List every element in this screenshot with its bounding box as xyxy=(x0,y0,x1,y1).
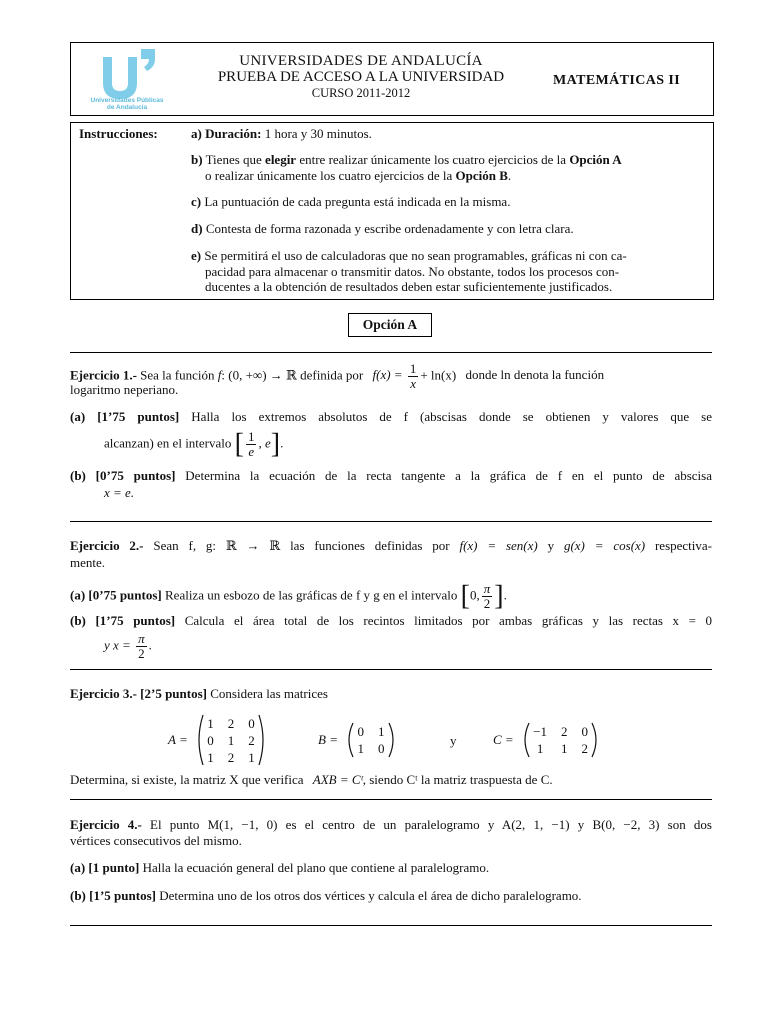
bracket-open: [ xyxy=(460,580,470,612)
matrix-cell: 2 xyxy=(561,724,568,739)
math: f(x) = xyxy=(372,367,403,383)
matrix-cell: 2 xyxy=(227,749,235,765)
paren-left xyxy=(194,714,204,766)
text: Sean f, g: ℝ → ℝ las funciones definidas por xyxy=(143,538,460,553)
exercise-title: Ejercicio 4.- xyxy=(70,817,142,832)
part-label: (a) xyxy=(70,409,86,424)
frac-num: π xyxy=(483,581,491,596)
divider xyxy=(70,799,712,800)
text: Sea la función xyxy=(136,367,218,383)
logo-text-1: Universidades Públicas xyxy=(90,97,164,104)
fraction xyxy=(136,632,147,661)
instruction-b xyxy=(191,152,699,183)
divider xyxy=(70,352,712,353)
ex4-line2: vértices consecutivos del mismo. xyxy=(70,833,242,848)
frac-den: 2 xyxy=(138,646,145,661)
instruction-text: La puntuación de cada pregunta está indicada en la misma. xyxy=(201,194,511,209)
ex2-line2: mente. xyxy=(70,555,106,570)
matrix-cell: 2 xyxy=(581,741,589,756)
divider xyxy=(70,521,712,522)
ex4-statement xyxy=(70,817,712,833)
paren-left xyxy=(344,722,354,758)
ex4-part-b xyxy=(70,888,712,904)
part-label: (a) xyxy=(70,587,86,603)
math: f xyxy=(217,367,222,383)
frac-num: π xyxy=(138,631,145,646)
part-label: (b) xyxy=(70,613,86,628)
instruction-text: . xyxy=(507,167,512,183)
text: Realiza un esbozo de las gráficas de f y g en el intervalo xyxy=(165,587,458,603)
instruction-text: Contesta de forma razonada y escribe ordenadamente y con letra clara. xyxy=(202,221,574,236)
part-label: (a) xyxy=(70,860,86,875)
text: Determina la ecuación de la recta tangente a la gráfica de f en el punto de abscisa xyxy=(185,468,712,483)
ex2-statement xyxy=(70,538,712,554)
ex1-part-b-cont: x = e. xyxy=(104,485,135,500)
math: g(x) = cos(x) xyxy=(563,538,646,553)
option-title: Opción A xyxy=(348,313,432,337)
ex1-part-b xyxy=(70,468,712,484)
text: Determina, si existe, la matriz X que verifica xyxy=(70,772,304,787)
exercise-title: Ejercicio 3.- xyxy=(70,686,137,701)
matrix-cell: 1 xyxy=(207,749,214,765)
points: [0’75 puntos] xyxy=(95,468,176,483)
divider xyxy=(70,925,712,926)
matrix-cell: −1 xyxy=(533,724,548,739)
exam-header xyxy=(70,42,714,116)
frac-den: 2 xyxy=(483,596,491,611)
matrix-cell: 2 xyxy=(227,715,235,731)
instruction-text: Se permitirá el uso de calculadoras que no sean programables, gráficas ni con ca- xyxy=(201,248,627,263)
part-label: (b) xyxy=(70,468,86,483)
text: y xyxy=(537,538,564,553)
bracket-close: ] xyxy=(270,428,281,460)
divider xyxy=(70,669,712,670)
ex3-final xyxy=(70,772,712,788)
ex2-part-b xyxy=(70,613,712,629)
text: respectiva- xyxy=(645,538,713,553)
matrix-cell: 1 xyxy=(207,715,214,731)
text: Calcula el área total de los recintos limitados por ambas gráficas y las rectas x = 0 xyxy=(184,613,713,628)
matrix-cell: 0 xyxy=(207,732,214,748)
text: El punto M(1, −1, 0) es el centro de un paralelogramo y A(2, 1, −1) y B(0, −2, 3) son dos xyxy=(141,817,712,832)
instruction-bold: Opción A xyxy=(569,152,622,167)
header-line-3: CURSO 2011-2012 xyxy=(311,86,411,100)
paren-right xyxy=(258,714,268,766)
instructions-box xyxy=(70,122,714,300)
frac-num: 1 xyxy=(247,429,255,444)
text: , siendo Cᵗ la matriz traspuesta de C. xyxy=(362,772,553,787)
matrix-a xyxy=(168,714,268,766)
ex1-part-a xyxy=(70,409,712,425)
header-titles xyxy=(191,53,531,101)
instruction-d xyxy=(191,221,699,237)
text: alcanzan) en el intervalo xyxy=(104,435,232,451)
instruction-text: 1 hora y 30 minutos. xyxy=(261,126,372,141)
points: [1’75 puntos] xyxy=(97,409,180,424)
matrix-cell: 0 xyxy=(581,724,589,739)
instruction-a xyxy=(191,126,699,142)
fraction xyxy=(482,582,493,611)
ex3-statement xyxy=(70,686,712,702)
part-label: (b) xyxy=(70,888,86,903)
matrix-label: A = xyxy=(168,732,188,747)
instruction-letter: d) xyxy=(191,221,203,236)
instruction-letter: b) xyxy=(191,152,203,167)
math: y x = xyxy=(104,637,131,653)
text: Considera las matrices xyxy=(206,686,328,701)
instruction-letter: a) xyxy=(191,126,202,141)
points: [1’75 puntos] xyxy=(95,613,176,628)
ex1-part-a-cont: alcanzan) en el intervalo [ $\frac{1}{e}$ , e]. xyxy=(104,428,284,460)
instruction-letter: e) xyxy=(191,248,202,263)
text: donde ln denota la función xyxy=(465,367,605,383)
instruction-text: o realizar únicamente los cuatro ejercicios de la xyxy=(205,167,456,183)
fraction xyxy=(246,430,257,459)
matrix-grid xyxy=(357,723,384,757)
instruction-c xyxy=(191,194,699,210)
matrix-cell: 1 xyxy=(357,741,364,756)
math: , e xyxy=(258,435,271,451)
instruction-b-cont xyxy=(191,168,699,184)
instruction-bold: Opción B xyxy=(455,167,508,183)
exercise-title: Ejercicio 1.- xyxy=(70,367,137,383)
paren-right xyxy=(388,722,398,758)
instruction-bold: Duración: xyxy=(205,126,262,141)
instruction-bold: elegir xyxy=(265,152,297,167)
matrix-b xyxy=(318,722,398,758)
university-logo xyxy=(81,45,171,111)
matrix-grid xyxy=(207,715,255,766)
instruction-text: ducentes a la obtención de resultados deben estar suficientemente justificados. xyxy=(205,279,613,294)
header-line-2: PRUEBA DE ACCESO A LA UNIVERSIDAD xyxy=(217,69,505,85)
instruction-text: pacidad para almacenar o transmitir datos. No obstante, todos los procesos con- xyxy=(205,263,620,279)
frac-den: x xyxy=(410,376,416,391)
exercise-title: Ejercicio 2.- xyxy=(70,538,144,553)
text: Determina uno de los otros dos vértices y calcula el área de dicho paralelogramo. xyxy=(159,888,582,903)
bracket-close: ] xyxy=(494,580,504,612)
matrix-cell: 1 xyxy=(561,741,568,756)
matrix-cell: 0 xyxy=(357,724,364,739)
matrix-label: B = xyxy=(318,732,338,747)
math: + ln(x) xyxy=(420,367,457,383)
text: Halla los extremos absolutos de f (abscisas donde se obtienen y valores que se xyxy=(191,409,712,424)
matrix-cell: 1 xyxy=(377,724,385,739)
matrix-cell: 0 xyxy=(248,715,255,731)
instruction-text: entre realizar únicamente los cuatro ejercicios de la xyxy=(296,152,570,167)
matrix-cell: 0 xyxy=(377,741,385,756)
logo-text-2: de Andalucía xyxy=(106,104,148,111)
math: : (0, +∞) → ℝ xyxy=(221,367,297,383)
matrix-cell: 1 xyxy=(248,749,255,765)
subject-title: MATEMÁTICAS II xyxy=(553,73,681,88)
math: AXB = Cᵗ xyxy=(312,772,363,787)
points: [1 punto] xyxy=(88,860,140,875)
instruction-e xyxy=(191,248,699,295)
points: [2’5 puntos] xyxy=(140,686,207,701)
matrix-c xyxy=(493,722,601,758)
paren-left xyxy=(520,722,530,758)
bracket-open: [ xyxy=(234,428,244,460)
matrix-cell: 2 xyxy=(248,732,255,748)
instructions-label: Instrucciones: xyxy=(79,126,158,141)
instruction-letter: c) xyxy=(191,194,202,209)
points: [0’75 puntos] xyxy=(88,587,162,603)
instruction-text: Tienes que xyxy=(202,152,266,167)
matrix-grid xyxy=(533,723,588,757)
text: Halla la ecuación general del plano que contiene al paralelogramo. xyxy=(142,860,490,875)
ex1-line2: logaritmo neperiano. xyxy=(70,382,179,397)
points: [1’5 puntos] xyxy=(89,888,156,903)
header-line-1: UNIVERSIDADES DE ANDALUCÍA xyxy=(239,53,483,69)
math: 0, xyxy=(469,587,480,603)
matrix-label: C = xyxy=(493,732,514,747)
ex3-y: y xyxy=(450,733,457,748)
ex4-part-a xyxy=(70,860,712,876)
math: f(x) = sen(x) xyxy=(459,538,538,553)
ex2-part-b-cont: y x = $\frac{\pi}{2}$ . xyxy=(104,631,152,661)
matrix-cell: 1 xyxy=(536,741,544,756)
frac-num: 1 xyxy=(409,361,417,376)
frac-den: e xyxy=(248,444,255,459)
text: definida por xyxy=(296,367,367,383)
matrix-cell: 1 xyxy=(227,732,235,748)
ex2-part-a: (a) [0’75 puntos] Realiza un esbozo de las gráficas de f y g en el intervalo [0, $\frac{\pi}{2}$ ]. xyxy=(70,580,507,612)
paren-right xyxy=(591,722,601,758)
